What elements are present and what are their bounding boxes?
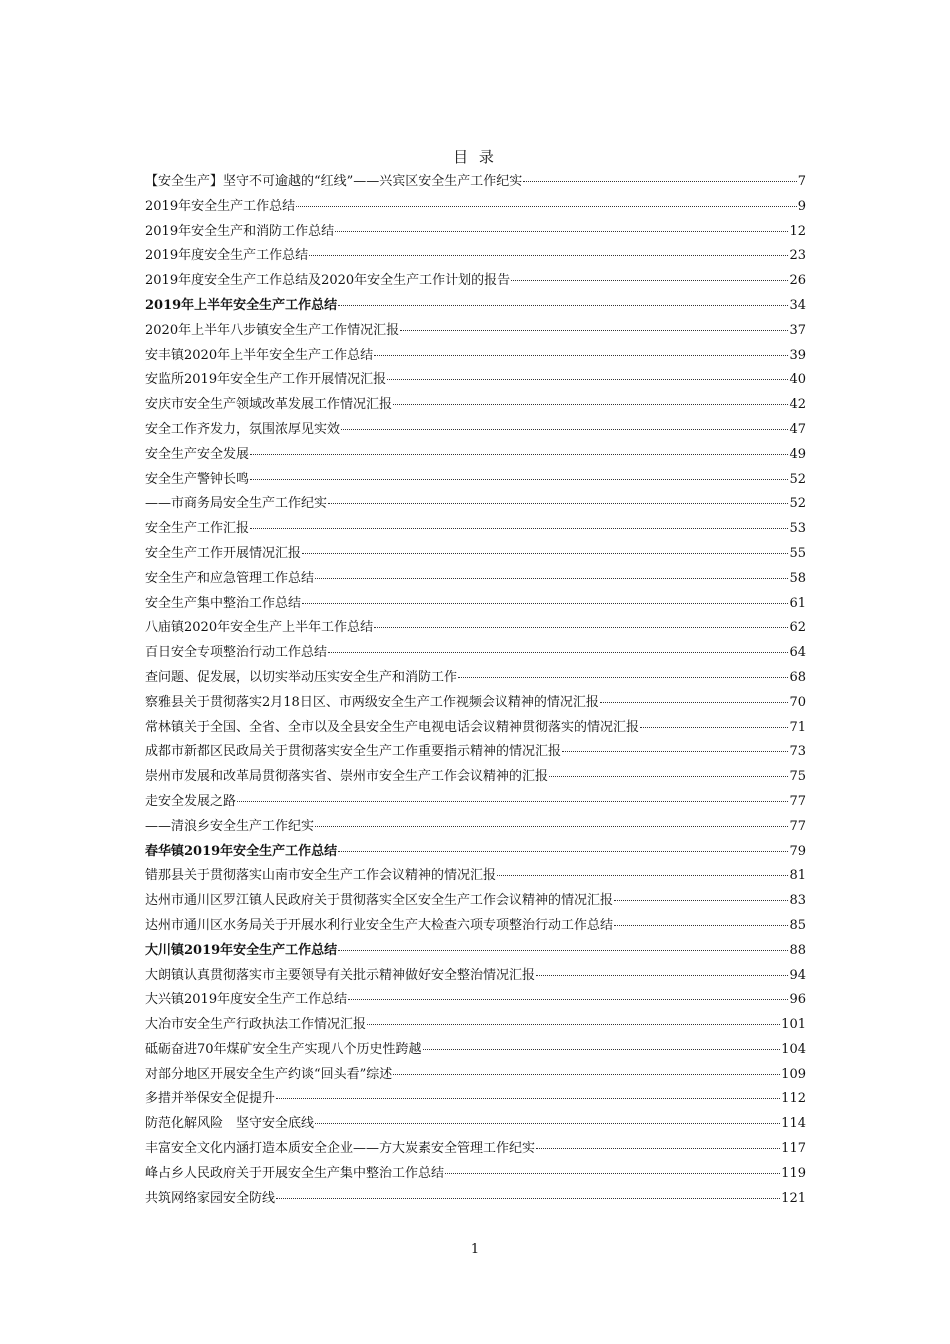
toc-entry[interactable] xyxy=(145,1162,806,1187)
toc-entry-page: 55 xyxy=(789,545,806,561)
toc-entry-page: 70 xyxy=(789,694,806,710)
toc-entry-page: 26 xyxy=(789,273,806,289)
toc-dot-leader xyxy=(309,243,788,256)
toc-entry[interactable] xyxy=(145,269,806,294)
toc-entry-title: 安丰镇2020年上半年安全生产工作总结 xyxy=(145,347,374,363)
toc-entry[interactable] xyxy=(145,517,806,542)
toc-dot-leader xyxy=(315,1111,780,1124)
toc-entry-page: 114 xyxy=(781,1116,806,1132)
toc-entry-page: 101 xyxy=(781,1017,806,1033)
toc-entry-title: 常林镇关于全国、全省、全市以及全县安全生产电视电话会议精神贯彻落实的情况汇报 xyxy=(145,719,640,735)
toc-entry-title: 丰富安全文化内涵打造本质安全企业——方大炭素安全管理工作纪实 xyxy=(145,1141,536,1157)
toc-entry[interactable] xyxy=(145,1112,806,1137)
toc-entry[interactable] xyxy=(145,864,806,889)
toc-dot-leader xyxy=(315,814,788,827)
toc-entry-page: 68 xyxy=(789,669,806,685)
toc-dot-leader xyxy=(497,863,788,876)
toc-entry-page: 79 xyxy=(789,843,806,859)
toc-entry-page: 9 xyxy=(797,198,806,214)
toc-entry[interactable] xyxy=(145,418,806,443)
toc-entry-title: 2019年度安全生产工作总结及2020年安全生产工作计划的报告 xyxy=(145,273,511,289)
toc-dot-leader xyxy=(536,963,788,976)
toc-entry-page: 94 xyxy=(789,967,806,983)
toc-entry-page: 85 xyxy=(789,917,806,933)
toc-entry-page: 12 xyxy=(789,223,806,239)
toc-entry-page: 83 xyxy=(789,893,806,909)
toc-dot-leader xyxy=(237,789,788,802)
toc-dot-leader xyxy=(614,913,788,926)
toc-dot-leader xyxy=(393,392,788,405)
toc-entry-title: ——市商务局安全生产工作纪实 xyxy=(145,496,328,512)
toc-entry-title: 多措并举保安全促提升 xyxy=(145,1091,276,1107)
toc-entry-title: 防范化解风险 坚守安全底线 xyxy=(145,1116,315,1132)
toc-entry-page: 71 xyxy=(789,719,806,735)
toc-dot-leader xyxy=(400,318,788,331)
toc-entry[interactable] xyxy=(145,468,806,493)
toc-entry[interactable] xyxy=(145,443,806,468)
toc-entry-page: 96 xyxy=(789,992,806,1008)
toc-entry-page: 75 xyxy=(789,769,806,785)
toc-entry-title: 察雅县关于贯彻落实2月18日区、市两级安全生产工作视频会议精神的情况汇报 xyxy=(145,694,599,710)
toc-entry[interactable] xyxy=(145,765,806,790)
toc-dot-leader xyxy=(562,739,788,752)
toc-entry-page: 34 xyxy=(789,297,806,313)
toc-entry-title: 八庙镇2020年安全生产上半年工作总结 xyxy=(145,620,374,636)
toc-entry-page: 52 xyxy=(789,471,806,487)
toc-entry-title: 2020年上半年八步镇安全生产工作情况汇报 xyxy=(145,322,400,338)
toc-dot-leader xyxy=(445,1161,780,1174)
toc-entry-page: 77 xyxy=(789,818,806,834)
toc-dot-leader xyxy=(523,169,796,182)
toc-entry-title: 走安全发展之路 xyxy=(145,793,237,809)
toc-entry[interactable] xyxy=(145,914,806,939)
toc-entry-title: 崇州市发展和改革局贯彻落实省、崇州市安全生产工作会议精神的汇报 xyxy=(145,769,549,785)
toc-dot-leader xyxy=(640,715,788,728)
toc-entry-title: 错那县关于贯彻落实山南市安全生产工作会议精神的情况汇报 xyxy=(145,868,497,884)
toc-entry[interactable] xyxy=(145,220,806,245)
toc-dot-leader xyxy=(536,1136,780,1149)
toc-entry[interactable] xyxy=(145,1087,806,1112)
toc-entry[interactable] xyxy=(145,294,806,319)
toc-dot-leader xyxy=(276,1186,780,1199)
toc-dot-leader xyxy=(302,541,788,554)
toc-dot-leader xyxy=(250,467,788,480)
toc-dot-leader xyxy=(374,615,788,628)
toc-entry-title: 2019年安全生产和消防工作总结 xyxy=(145,223,335,239)
toc-dot-leader xyxy=(328,640,788,653)
toc-dot-leader xyxy=(341,417,788,430)
toc-entry-title: 对部分地区开展安全生产约谈“回头看”综述 xyxy=(145,1066,393,1082)
toc-entry-page: 117 xyxy=(781,1141,806,1157)
toc-dot-leader xyxy=(614,888,788,901)
toc-dot-leader xyxy=(328,491,788,504)
toc-entry[interactable] xyxy=(145,641,806,666)
toc-entry-title: 2019年安全生产工作总结 xyxy=(145,198,296,214)
toc-dot-leader xyxy=(276,1086,780,1099)
toc-entry-page: 37 xyxy=(789,322,806,338)
toc-entry-title: 春华镇2019年安全生产工作总结 xyxy=(145,843,338,859)
toc-entry-title: ——清浪乡安全生产工作纪实 xyxy=(145,818,315,834)
toc-entry-title: 安庆市安全生产领域改革发展工作情况汇报 xyxy=(145,397,393,413)
toc-entry-title: 峰占乡人民政府关于开展安全生产集中整治工作总结 xyxy=(145,1165,445,1181)
toc-entry[interactable] xyxy=(145,319,806,344)
toc-entry-page: 7 xyxy=(797,174,806,189)
toc-entry-title: 安监所2019年安全生产工作开展情况汇报 xyxy=(145,372,387,388)
toc-dot-leader xyxy=(374,343,788,356)
toc-entry-title: 共筑网络家园安全防线 xyxy=(145,1190,276,1206)
toc-dot-leader xyxy=(387,367,788,380)
toc-entry-title: 安全生产和应急管理工作总结 xyxy=(145,570,315,586)
toc-entry[interactable] xyxy=(145,567,806,592)
toc-dot-leader xyxy=(315,566,788,579)
toc-entry[interactable] xyxy=(145,1137,806,1162)
toc-entry-page: 88 xyxy=(789,942,806,958)
toc-entry-page: 49 xyxy=(789,446,806,462)
toc-entry-title: 安全生产安全发展 xyxy=(145,446,250,462)
toc-entry[interactable] xyxy=(145,716,806,741)
toc-entry[interactable] xyxy=(145,691,806,716)
page-number: 1 xyxy=(470,1242,480,1257)
toc-entry-page: 58 xyxy=(789,570,806,586)
toc-list xyxy=(145,170,806,1211)
toc-entry-title: 大朗镇认真贯彻落实市主要领导有关批示精神做好安全整治情况汇报 xyxy=(145,967,536,983)
toc-entry[interactable] xyxy=(145,195,806,220)
toc-entry-page: 40 xyxy=(789,372,806,388)
toc-dot-leader xyxy=(367,1012,780,1025)
toc-entry-page: 52 xyxy=(789,496,806,512)
toc-dot-leader xyxy=(338,839,788,852)
toc-dot-leader xyxy=(393,1062,780,1075)
toc-dot-leader xyxy=(250,516,788,529)
toc-entry-page: 47 xyxy=(789,421,806,437)
toc-entry-title: 【安全生产】坚守不可逾越的“红线”——兴宾区安全生产工作纪实 xyxy=(145,174,523,189)
toc-entry[interactable] xyxy=(145,939,806,964)
toc-entry[interactable] xyxy=(145,1187,806,1212)
toc-entry[interactable] xyxy=(145,393,806,418)
toc-entry[interactable] xyxy=(145,988,806,1013)
toc-entry-title: 达州市通川区水务局关于开展水利行业安全生产大检查六项专项整治行动工作总结 xyxy=(145,917,614,933)
toc-entry-page: 53 xyxy=(789,521,806,537)
toc-entry[interactable] xyxy=(145,840,806,865)
toc-entry[interactable] xyxy=(145,244,806,269)
toc-entry-title: 2019年度安全生产工作总结 xyxy=(145,248,309,264)
toc-entry-page: 121 xyxy=(781,1190,806,1206)
toc-entry[interactable] xyxy=(145,592,806,617)
toc-entry-page: 39 xyxy=(789,347,806,363)
toc-entry[interactable] xyxy=(145,1063,806,1088)
toc-entry[interactable] xyxy=(145,964,806,989)
toc-entry-title: 成都市新都区民政局关于贯彻落实安全生产工作重要指示精神的情况汇报 xyxy=(145,744,562,760)
toc-entry-page: 81 xyxy=(789,868,806,884)
toc-entry-title: 安全生产工作开展情况汇报 xyxy=(145,545,302,561)
toc-entry[interactable] xyxy=(145,790,806,815)
toc-dot-leader xyxy=(600,690,789,703)
toc-entry-page: 112 xyxy=(781,1091,806,1107)
toc-dot-leader xyxy=(338,938,788,951)
toc-dot-leader xyxy=(549,764,788,777)
toc-dot-leader xyxy=(423,1037,781,1050)
toc-entry[interactable] xyxy=(145,740,806,765)
toc-entry-title: 查问题、促发展，以切实举动压实安全生产和消防工作 xyxy=(145,669,458,685)
toc-entry-title: 砥砺奋进70年煤矿安全生产实现八个历史性跨越 xyxy=(145,1041,422,1057)
toc-dot-leader xyxy=(338,293,788,306)
toc-entry-page: 62 xyxy=(789,620,806,636)
toc-entry[interactable] xyxy=(145,170,806,195)
toc-entry-title: 2019年上半年安全生产工作总结 xyxy=(145,297,338,313)
toc-entry-page: 61 xyxy=(789,595,806,611)
toc-entry[interactable] xyxy=(145,344,806,369)
toc-entry-title: 安全生产警钟长鸣 xyxy=(145,471,250,487)
toc-entry[interactable] xyxy=(145,889,806,914)
toc-entry-page: 104 xyxy=(781,1041,806,1057)
toc-title: 目 录 xyxy=(453,148,497,166)
toc-entry[interactable] xyxy=(145,492,806,517)
toc-dot-leader xyxy=(296,194,797,207)
toc-entry-page: 77 xyxy=(789,793,806,809)
toc-entry[interactable] xyxy=(145,616,806,641)
toc-dot-leader xyxy=(348,987,788,1000)
toc-entry-title: 达州市通川区罗江镇人民政府关于贯彻落实全区安全生产工作会议精神的情况汇报 xyxy=(145,893,614,909)
toc-entry[interactable] xyxy=(145,666,806,691)
toc-entry-page: 109 xyxy=(781,1066,806,1082)
toc-dot-leader xyxy=(250,442,788,455)
toc-entry-title: 安全生产集中整治工作总结 xyxy=(145,595,302,611)
toc-entry[interactable] xyxy=(145,815,806,840)
toc-dot-leader xyxy=(458,665,788,678)
toc-entry[interactable] xyxy=(145,1038,806,1063)
toc-entry[interactable] xyxy=(145,542,806,567)
toc-entry-title: 大川镇2019年安全生产工作总结 xyxy=(145,942,338,958)
toc-dot-leader xyxy=(302,591,788,604)
toc-entry-page: 119 xyxy=(781,1165,806,1181)
toc-entry-page: 73 xyxy=(789,744,806,760)
toc-entry-title: 百日安全专项整治行动工作总结 xyxy=(145,645,328,661)
toc-dot-leader xyxy=(511,268,788,281)
toc-entry-title: 大冶市安全生产行政执法工作情况汇报 xyxy=(145,1017,367,1033)
toc-entry-title: 安全生产工作汇报 xyxy=(145,521,250,537)
toc-entry[interactable] xyxy=(145,368,806,393)
toc-entry-page: 64 xyxy=(789,645,806,661)
toc-entry-page: 23 xyxy=(789,248,806,264)
toc-entry[interactable] xyxy=(145,1013,806,1038)
toc-entry-title: 大兴镇2019年度安全生产工作总结 xyxy=(145,992,348,1008)
toc-entry-page: 42 xyxy=(789,397,806,413)
toc-entry-title: 安全工作齐发力，氛围浓厚见实效 xyxy=(145,421,341,437)
toc-dot-leader xyxy=(335,219,788,232)
